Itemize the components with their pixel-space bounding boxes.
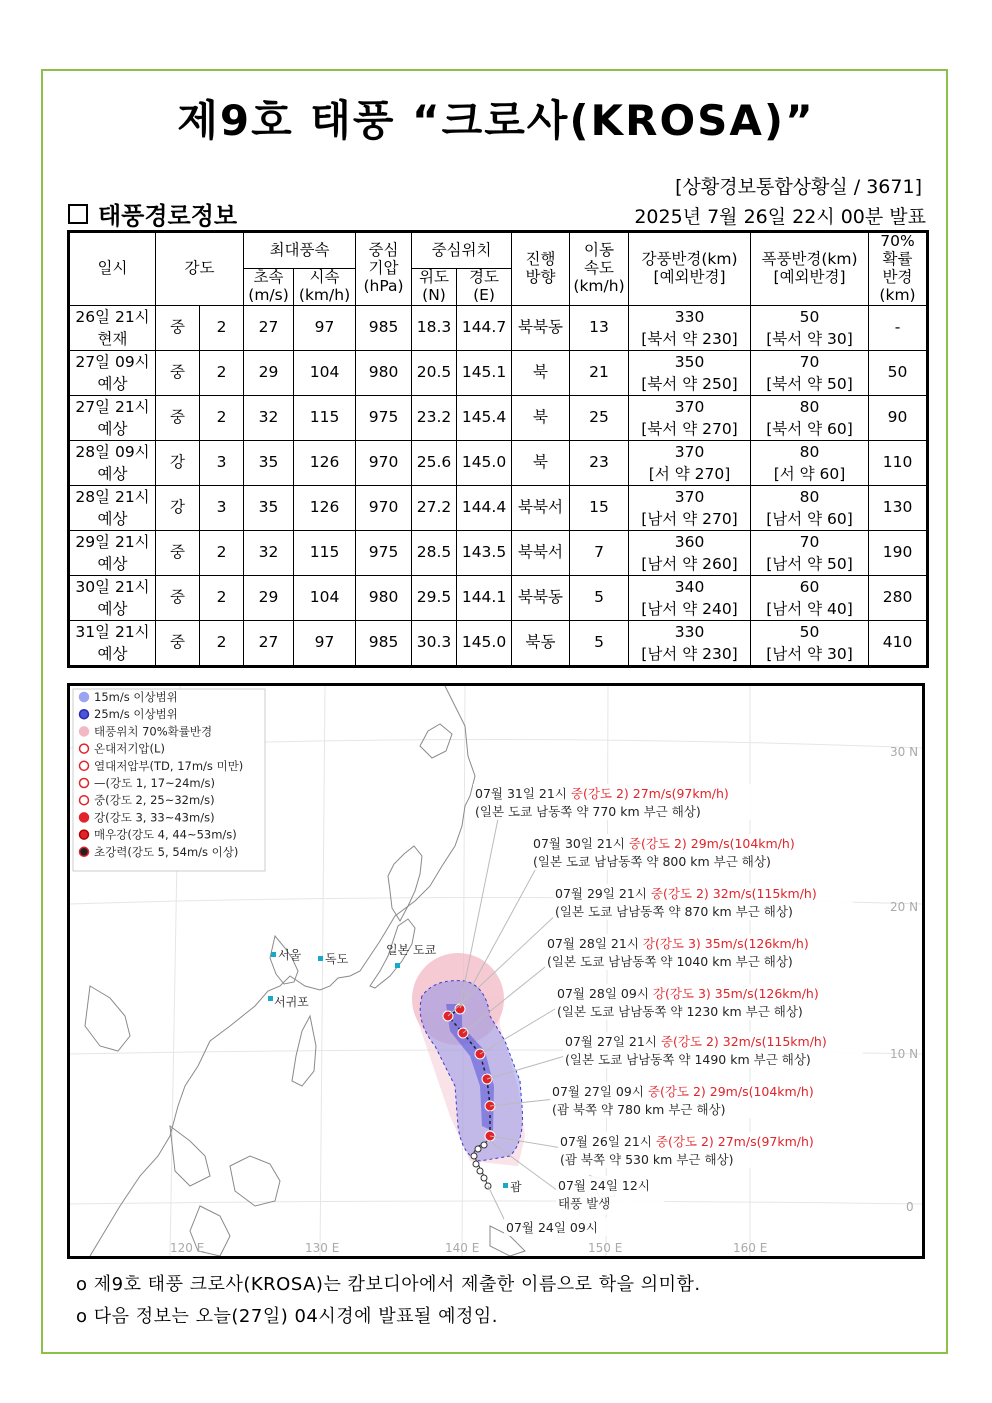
header-max-wind: 최대풍속 bbox=[244, 232, 356, 269]
cell-intensity: 중 bbox=[156, 395, 200, 440]
annotation-location: (일본 도쿄 남동쪽 약 770 km 부근 해상) bbox=[475, 804, 701, 819]
cell-kmh: 115 bbox=[294, 530, 356, 575]
annotation-time: 07월 28일 09시 bbox=[557, 986, 649, 1001]
cell-lat: 25.6 bbox=[412, 440, 457, 485]
cell-ms: 29 bbox=[244, 350, 294, 395]
table-row bbox=[69, 620, 928, 666]
cell-probability: 50 bbox=[869, 350, 928, 395]
annotation-intensity: 강(강도 3) 35m/s(126km/h) bbox=[642, 936, 809, 951]
annotation-location: (괌 북쪽 약 530 km 부근 해상) bbox=[560, 1152, 734, 1167]
cell-level: 2 bbox=[200, 530, 244, 575]
cell-kmh: 97 bbox=[294, 620, 356, 666]
cell-hpa: 975 bbox=[356, 395, 412, 440]
header-direction: 진행 방향 bbox=[512, 232, 570, 306]
genesis-label: 태풍 발생 bbox=[558, 1196, 611, 1211]
cell-level: 2 bbox=[200, 395, 244, 440]
typhoon-track-table bbox=[67, 230, 929, 668]
table-row bbox=[69, 305, 928, 350]
cell-ms: 29 bbox=[244, 575, 294, 620]
lat-label-20: 20 N bbox=[890, 900, 919, 914]
cell-level: 2 bbox=[200, 620, 244, 666]
cell-hpa: 985 bbox=[356, 620, 412, 666]
cell-speed: 15 bbox=[570, 485, 629, 530]
cell-speed: 5 bbox=[570, 575, 629, 620]
cell-kmh: 104 bbox=[294, 575, 356, 620]
cell-ms: 32 bbox=[244, 530, 294, 575]
legend-item: 온대저기압(L) bbox=[94, 741, 165, 756]
cell-storm-radius: 50 [북서 약 30] bbox=[751, 305, 869, 350]
annotation-time: 07월 27일 21시 bbox=[565, 1034, 657, 1049]
cell-probability: 190 bbox=[869, 530, 928, 575]
cell-lon: 145.1 bbox=[457, 350, 512, 395]
cell-dir: 북북동 bbox=[512, 305, 570, 350]
place-seoul: 서울 bbox=[278, 948, 302, 962]
start-time: 07월 24일 09시 bbox=[506, 1220, 598, 1235]
cell-datetime: 28일 09시 예상 bbox=[69, 440, 156, 485]
range-25ms-icon bbox=[80, 710, 89, 719]
annotation-intensity: 중(강도 2) 27m/s(97km/h) bbox=[570, 786, 729, 801]
cell-dir: 북동 bbox=[512, 620, 570, 666]
annotation-headline bbox=[560, 1134, 814, 1149]
department-label: [상황경보통합상황실 / 3671] bbox=[675, 176, 922, 198]
annotation-time: 07월 31일 21시 bbox=[475, 786, 567, 801]
cell-ms: 35 bbox=[244, 485, 294, 530]
annotation-location: (일본 도쿄 남남동쪽 약 1040 km 부근 해상) bbox=[547, 954, 793, 969]
cell-intensity: 중 bbox=[156, 530, 200, 575]
legend-item: 강(강도 3, 33~43m/s) bbox=[94, 810, 215, 825]
annotation-headline bbox=[547, 936, 809, 951]
annotation-time: 07월 27일 09시 bbox=[552, 1084, 644, 1099]
annotation-intensity: 중(강도 2) 29m/s(104km/h) bbox=[647, 1084, 814, 1099]
place-dokdo: 독도 bbox=[325, 952, 349, 966]
annotation-location: (일본 도쿄 남남동쪽 약 800 km 부근 해상) bbox=[533, 854, 771, 869]
header-strong-radius: 강풍반경(km) [예외반경] bbox=[629, 232, 751, 306]
annotation-location: (일본 도쿄 남남동쪽 약 870 km 부근 해상) bbox=[555, 904, 793, 919]
table-row bbox=[69, 440, 928, 485]
checkbox-icon bbox=[68, 204, 88, 224]
cell-lat: 29.5 bbox=[412, 575, 457, 620]
annotation-headline bbox=[552, 1084, 814, 1099]
cell-speed: 23 bbox=[570, 440, 629, 485]
cell-dir: 북 bbox=[512, 440, 570, 485]
cell-storm-radius: 50 [남서 약 30] bbox=[751, 620, 869, 666]
track-annotation bbox=[553, 884, 853, 920]
note-next-info: o 다음 정보는 오늘(27일) 04시경에 발표될 예정임. bbox=[76, 1306, 499, 1327]
lon-label-150: 150 E bbox=[588, 1241, 623, 1255]
section-title: 태풍경로정보 bbox=[98, 202, 238, 230]
annotation-headline bbox=[533, 836, 795, 851]
cell-lat: 30.3 bbox=[412, 620, 457, 666]
lat-label-0: 0 bbox=[906, 1200, 914, 1214]
cell-datetime: 31일 21시 예상 bbox=[69, 620, 156, 666]
table-row bbox=[69, 575, 928, 620]
cell-intensity: 중 bbox=[156, 575, 200, 620]
cell-datetime: 30일 21시 예상 bbox=[69, 575, 156, 620]
annotation-time: 07월 28일 21시 bbox=[547, 936, 639, 951]
track-annotation bbox=[545, 934, 845, 970]
lon-label-160: 160 E bbox=[733, 1241, 768, 1255]
cell-storm-radius: 80 [서 약 60] bbox=[751, 440, 869, 485]
table-row bbox=[69, 530, 928, 575]
track-annotation bbox=[531, 834, 831, 870]
annotation-location: (괌 북쪽 약 780 km 부근 해상) bbox=[552, 1102, 726, 1117]
track-annotation bbox=[473, 784, 773, 820]
cell-ms: 27 bbox=[244, 305, 294, 350]
cell-lat: 27.2 bbox=[412, 485, 457, 530]
extratropical-low-icon bbox=[80, 744, 89, 753]
annotation-headline bbox=[475, 786, 729, 801]
cell-storm-radius: 80 [북서 약 60] bbox=[751, 395, 869, 440]
cell-lat: 20.5 bbox=[412, 350, 457, 395]
legend-item: 초강력(강도 5, 54m/s 이상) bbox=[94, 844, 239, 859]
legend-item: 중(강도 2, 25~32m/s) bbox=[94, 793, 215, 808]
track-annotation bbox=[555, 984, 855, 1020]
annotation-intensity: 강(강도 3) 35m/s(126km/h) bbox=[652, 986, 819, 1001]
intensity-3-icon bbox=[80, 813, 89, 822]
range-15ms-icon bbox=[80, 693, 89, 702]
cell-hpa: 970 bbox=[356, 485, 412, 530]
cell-lat: 28.5 bbox=[412, 530, 457, 575]
cell-datetime: 28일 21시 예상 bbox=[69, 485, 156, 530]
cell-datetime: 26일 21시 현재 bbox=[69, 305, 156, 350]
cell-dir: 북북서 bbox=[512, 485, 570, 530]
cell-storm-radius: 70 [북서 약 50] bbox=[751, 350, 869, 395]
tropical-depression-icon bbox=[80, 761, 89, 770]
table-row bbox=[69, 350, 928, 395]
annotation-time: 07월 30일 21시 bbox=[533, 836, 625, 851]
cell-kmh: 97 bbox=[294, 305, 356, 350]
place-tokyo: 일본 도쿄 bbox=[386, 943, 437, 957]
header-pressure: 중심 기압 (hPa) bbox=[356, 232, 412, 306]
annotation-time: 07월 26일 21시 bbox=[560, 1134, 652, 1149]
cell-datetime: 27일 21시 예상 bbox=[69, 395, 156, 440]
cell-hpa: 970 bbox=[356, 440, 412, 485]
genesis-time: 07월 24일 12시 bbox=[558, 1178, 650, 1193]
annotation-headline bbox=[565, 1034, 827, 1049]
cell-level: 3 bbox=[200, 440, 244, 485]
annotation-location: (일본 도쿄 남남동쪽 약 1490 km 부근 해상) bbox=[565, 1052, 811, 1067]
annotation-location: (일본 도쿄 남남동쪽 약 1230 km 부근 해상) bbox=[557, 1004, 803, 1019]
header-storm-radius: 폭풍반경(km) [예외반경] bbox=[751, 232, 869, 306]
cell-storm-radius: 70 [남서 약 50] bbox=[751, 530, 869, 575]
header-wind-kmh: 시속 (km/h) bbox=[294, 269, 356, 306]
intensity-4-icon bbox=[80, 830, 89, 839]
page-title: 제9호 태풍 “크로사(KROSA)” bbox=[177, 96, 815, 145]
header-probability: 70% 확률 반경 (km) bbox=[869, 232, 928, 306]
header-speed: 이동 속도 (km/h) bbox=[570, 232, 629, 306]
header-center: 중심위치 bbox=[412, 232, 512, 269]
cell-probability: 410 bbox=[869, 620, 928, 666]
cell-probability: 110 bbox=[869, 440, 928, 485]
cell-storm-radius: 80 [남서 약 60] bbox=[751, 485, 869, 530]
probability-radius-icon bbox=[80, 727, 89, 736]
cell-probability: 130 bbox=[869, 485, 928, 530]
cell-intensity: 중 bbox=[156, 305, 200, 350]
cell-strong-radius: 370 [서 약 270] bbox=[629, 440, 751, 485]
cell-hpa: 975 bbox=[356, 530, 412, 575]
cell-intensity: 강 bbox=[156, 440, 200, 485]
header-datetime: 일시 bbox=[69, 232, 156, 306]
cell-strong-radius: 330 [북서 약 230] bbox=[629, 305, 751, 350]
legend-item: 태풍위치 70%확률반경 bbox=[94, 724, 213, 739]
cell-dir: 북북서 bbox=[512, 530, 570, 575]
cell-datetime: 27일 09시 예상 bbox=[69, 350, 156, 395]
track-annotation bbox=[558, 1132, 858, 1168]
legend-item: 25m/s 이상범위 bbox=[94, 707, 178, 722]
cell-lat: 23.2 bbox=[412, 395, 457, 440]
lat-label-30: 30 N bbox=[890, 745, 919, 759]
cell-strong-radius: 370 [남서 약 270] bbox=[629, 485, 751, 530]
annotation-intensity: 중(강도 2) 27m/s(97km/h) bbox=[655, 1134, 814, 1149]
cell-kmh: 126 bbox=[294, 440, 356, 485]
place-seogwipo: 서귀포 bbox=[274, 995, 309, 1009]
cell-speed: 5 bbox=[570, 620, 629, 666]
cell-lon: 144.1 bbox=[457, 575, 512, 620]
cell-probability: 90 bbox=[869, 395, 928, 440]
cell-ms: 35 bbox=[244, 440, 294, 485]
cell-strong-radius: 350 [북서 약 250] bbox=[629, 350, 751, 395]
annotation-intensity: 중(강도 2) 32m/s(115km/h) bbox=[650, 886, 817, 901]
legend-item: 매우강(강도 4, 44~53m/s) bbox=[94, 827, 237, 842]
cell-strong-radius: 330 [남서 약 230] bbox=[629, 620, 751, 666]
lat-label-10: 10 N bbox=[890, 1047, 919, 1061]
legend-item: 열대저압부(TD, 17m/s 미만) bbox=[94, 758, 244, 773]
cell-level: 2 bbox=[200, 350, 244, 395]
cell-kmh: 115 bbox=[294, 395, 356, 440]
map-legend bbox=[73, 689, 265, 871]
cell-kmh: 126 bbox=[294, 485, 356, 530]
cell-speed: 21 bbox=[570, 350, 629, 395]
cell-strong-radius: 340 [남서 약 240] bbox=[629, 575, 751, 620]
cell-speed: 7 bbox=[570, 530, 629, 575]
header-lat: 위도 (N) bbox=[412, 269, 457, 306]
table-row bbox=[69, 485, 928, 530]
cell-ms: 27 bbox=[244, 620, 294, 666]
track-annotation bbox=[550, 1082, 850, 1118]
header-intensity: 강도 bbox=[156, 232, 244, 306]
cell-dir: 북 bbox=[512, 350, 570, 395]
table-row bbox=[69, 395, 928, 440]
annotation-intensity: 중(강도 2) 32m/s(115km/h) bbox=[660, 1034, 827, 1049]
cell-hpa: 980 bbox=[356, 350, 412, 395]
cell-kmh: 104 bbox=[294, 350, 356, 395]
cell-storm-radius: 60 [남서 약 40] bbox=[751, 575, 869, 620]
cell-strong-radius: 370 [북서 약 270] bbox=[629, 395, 751, 440]
lon-label-130: 130 E bbox=[305, 1241, 340, 1255]
cell-lon: 145.4 bbox=[457, 395, 512, 440]
cell-lon: 144.4 bbox=[457, 485, 512, 530]
typhoon-track-map bbox=[67, 683, 925, 1259]
annotation-headline bbox=[557, 986, 819, 1001]
cell-hpa: 980 bbox=[356, 575, 412, 620]
cell-dir: 북북동 bbox=[512, 575, 570, 620]
legend-item: 15m/s 이상범위 bbox=[94, 690, 178, 704]
intensity-5-icon bbox=[80, 847, 89, 856]
annotation-headline bbox=[555, 886, 817, 901]
track-annotation bbox=[563, 1032, 863, 1068]
cell-level: 2 bbox=[200, 575, 244, 620]
cell-speed: 13 bbox=[570, 305, 629, 350]
cell-lon: 144.7 bbox=[457, 305, 512, 350]
header-lon: 경도 (E) bbox=[457, 269, 512, 306]
legend-item: —(강도 1, 17~24m/s) bbox=[94, 776, 215, 790]
cell-speed: 25 bbox=[570, 395, 629, 440]
annotation-time: 07월 29일 21시 bbox=[555, 886, 647, 901]
header-wind-ms: 초속 (m/s) bbox=[244, 269, 294, 306]
cell-intensity: 중 bbox=[156, 350, 200, 395]
cell-strong-radius: 360 [남서 약 260] bbox=[629, 530, 751, 575]
section-heading bbox=[68, 196, 237, 231]
cell-lat: 18.3 bbox=[412, 305, 457, 350]
map-canvas bbox=[70, 686, 922, 1256]
note-name-meaning: o 제9호 태풍 크로사(KROSA)는 캄보디아에서 제출한 이름으로 학을 의미함. bbox=[76, 1274, 701, 1295]
cell-probability: - bbox=[869, 305, 928, 350]
cell-hpa: 985 bbox=[356, 305, 412, 350]
cell-lon: 143.5 bbox=[457, 530, 512, 575]
place-guam: 괌 bbox=[510, 1180, 522, 1194]
issued-time: 2025년 7월 26일 22시 00분 발표 bbox=[634, 206, 926, 228]
lon-label-120: 120 E bbox=[170, 1241, 205, 1255]
lon-label-140: 140 E bbox=[445, 1241, 480, 1255]
cell-lon: 145.0 bbox=[457, 440, 512, 485]
cell-dir: 북 bbox=[512, 395, 570, 440]
cell-probability: 280 bbox=[869, 575, 928, 620]
cell-level: 3 bbox=[200, 485, 244, 530]
annotation-intensity: 중(강도 2) 29m/s(104km/h) bbox=[628, 836, 795, 851]
cell-intensity: 중 bbox=[156, 620, 200, 666]
cell-datetime: 29일 21시 예상 bbox=[69, 530, 156, 575]
cell-lon: 145.0 bbox=[457, 620, 512, 666]
cell-level: 2 bbox=[200, 305, 244, 350]
cell-ms: 32 bbox=[244, 395, 294, 440]
cell-intensity: 강 bbox=[156, 485, 200, 530]
